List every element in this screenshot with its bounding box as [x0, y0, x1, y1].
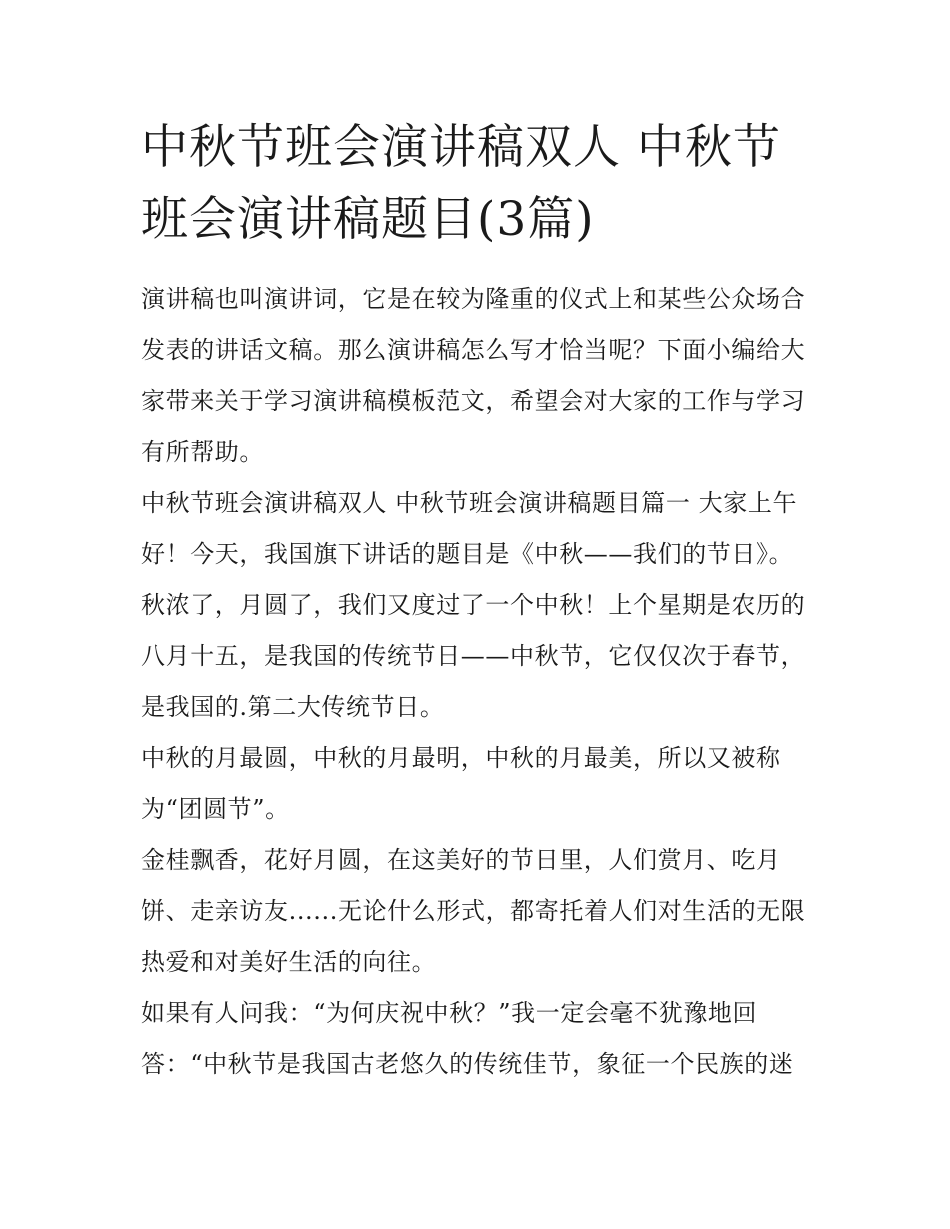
document-title: 中秋节班会演讲稿双人 中秋节班会演讲稿题目(3篇) [141, 120, 781, 247]
paragraph-speech-opening: 中秋节班会演讲稿双人 中秋节班会演讲稿题目篇一 大家上午好！今天，我国旗下讲话的题目是《中秋——我们的节日》。秋浓了，月圆了，我们又度过了一个中秋！上个星期是农历的八月十五，是我国的传统节日——中秋节，它仅仅次于春节，是我国的.第二大传统节日。 [141, 489, 806, 721]
paragraph-customs: 金桂飘香，花好月圆，在这美好的节日里，人们赏月、吃月饼、走亲访友......无论什么形式，都寄托着人们对生活的无限热爱和对美好生活的向往。 [141, 846, 806, 976]
paragraph-moon: 中秋的月最圆，中秋的月最明，中秋的月最美，所以又被称为“团圆节”。 [141, 744, 781, 823]
paragraph-intro: 演讲稿也叫演讲词，它是在较为隆重的仪式上和某些公众场合发表的讲话文稿。那么演讲稿怎么写才恰当呢？下面小编给大家带来关于学习演讲稿模板范文，希望会对大家的工作与学习有所帮助。 [141, 285, 806, 466]
paragraph-question: 如果有人问我：“为何庆祝中秋？”我一定会毫不犹豫地回答：“中秋节是我国古老悠久的传统佳节，象征一个民族的迷 [141, 999, 794, 1078]
document-body [141, 112, 813, 1090]
